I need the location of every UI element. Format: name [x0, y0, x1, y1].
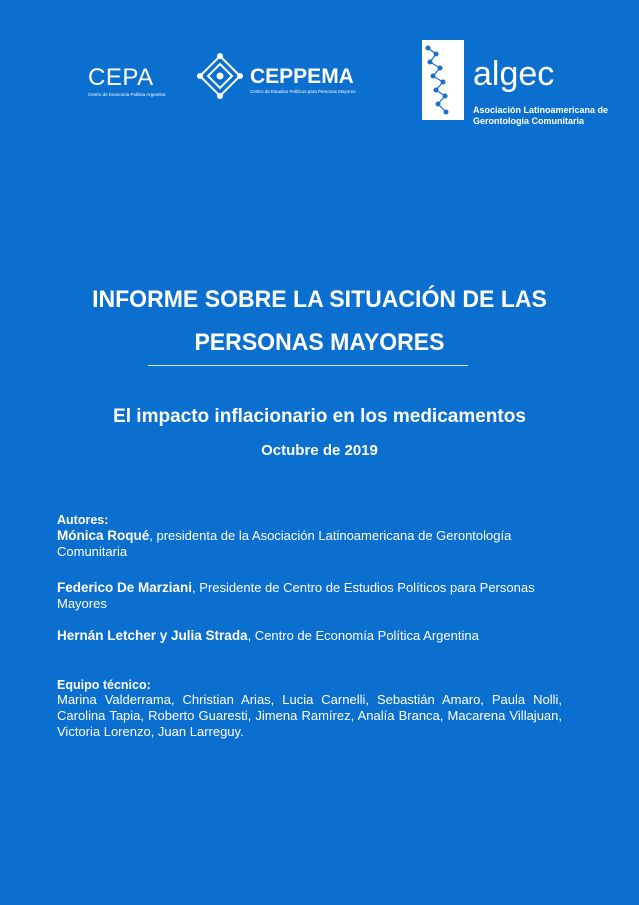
ceppema-logo-subtitle: Centro de Estudios Políticos para Personas Mayores: [250, 89, 356, 94]
algec-logo-subtitle-line2: Gerontología Comunitaria: [473, 116, 585, 126]
author-entry: [57, 628, 562, 644]
cepa-logo: [88, 66, 168, 98]
report-subtitle: El impacto inflacionario en los medicamentos: [113, 406, 526, 427]
report-date: Octubre de 2019: [261, 442, 378, 459]
author-name: Federico De Marziani: [57, 580, 193, 595]
author-name: Hernán Letcher y Julia Strada: [57, 628, 248, 643]
author-entry: [57, 580, 562, 612]
algec-emblem-icon: [418, 40, 466, 122]
title-divider: [148, 365, 468, 366]
report-title-line1: INFORME SOBRE LA SITUACIÓN DE LAS: [92, 286, 547, 313]
algec-logo-mark: algec: [473, 55, 555, 93]
author-entry: [57, 528, 562, 560]
author-name: Mónica Roqué: [57, 528, 150, 543]
algec-logo-subtitle-line1: Asociación Latinoamericana de: [473, 105, 609, 115]
team-section: [57, 677, 562, 693]
ceppema-emblem-icon: [196, 52, 244, 100]
report-title-line2: PERSONAS MAYORES: [194, 329, 445, 356]
authors-label: Autores:: [57, 513, 109, 527]
author-role: , Centro de Economía Política Argentina: [247, 628, 479, 643]
ceppema-logo-mark: CEPPEMA: [250, 65, 354, 88]
cepa-logo-mark: CEPA: [88, 64, 154, 91]
team-label: Equipo técnico:: [57, 678, 151, 692]
authors-section: [57, 512, 562, 528]
author-role: , Presidente de Centro de Estudios Políticos para Personas Mayores: [57, 580, 535, 611]
cepa-logo-subtitle: Centro de Economía Política Argentina: [88, 92, 166, 97]
team-members: Marina Valderrama, Christian Arias, Lucia Carnelli, Sebastián Amaro, Paula Nolli, Carolina Tapia, Roberto Guaresti, Jimena Ramírez, Analía Branca, Macarena Villajuan, Victoria Lorenzo, Juan Larreguy.: [57, 692, 562, 739]
ceppema-logo: [196, 52, 376, 102]
algec-logo: [418, 40, 618, 130]
author-role: , presidenta de la Asociación Latinoamericana de Gerontología Comunitaria: [57, 528, 512, 559]
